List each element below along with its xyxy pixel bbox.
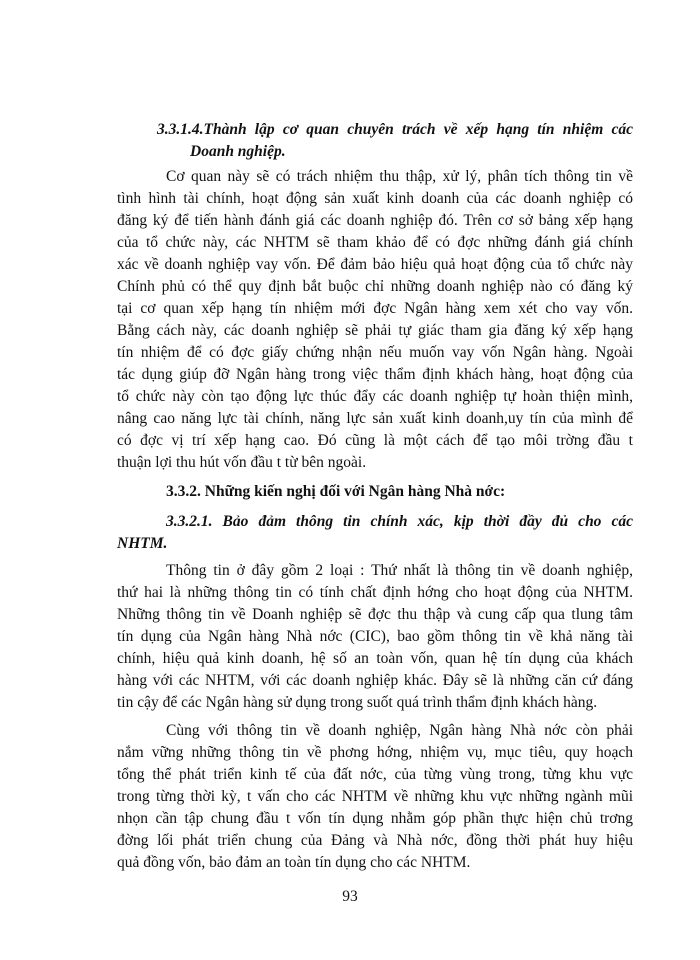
paragraph-line: trong từng thời kỳ, t vấn cho các NHTM về những khu vực những ngành mũi bbox=[117, 788, 633, 805]
paragraph-line: tại cơ quan xếp hạng tín nhiệm mới đợc Ngân hàng xem xét cho vay vốn. bbox=[117, 300, 633, 317]
paragraph-line: hàng với các NHTM, với các doanh nghiệp khác. Đây sẽ là những căn cứ đáng bbox=[117, 672, 633, 689]
paragraph-line: chính, hiệu quả kinh doanh, hệ số an toàn vốn, quan hệ tín dụng của khách bbox=[117, 650, 633, 667]
paragraph-line: đăng ký để tiến hành đánh giá các doanh nghiệp đó. Trên cơ sở bảng xếp hạng bbox=[117, 212, 633, 229]
paragraph-line: tác dụng giúp đỡ Ngân hàng trong việc thẩm định khách hàng, hoạt động của bbox=[117, 366, 633, 383]
paragraph-line: có đợc vị trí xếp hạng cao. Đó cũng là một cách để tạo môi trờng đầu t bbox=[117, 432, 633, 449]
paragraph-line: Thông tin ở đây gồm 2 loại : Thứ nhất là thông tin về doanh nghiệp, bbox=[166, 562, 633, 579]
paragraph-line: của tổ chức này, các NHTM sẽ tham khảo để có đợc những đánh giá chính bbox=[117, 234, 633, 251]
page-number: 93 bbox=[342, 888, 358, 905]
paragraph-line: nâng cao năng lực tài chính, năng lực sản xuất kinh doanh,uy tín của mình để bbox=[117, 410, 633, 427]
paragraph-line: tổ chức này còn tạo động lực thúc đẩy các doanh nghiệp tự hoàn thiện mình, bbox=[117, 388, 633, 405]
paragraph-line: nhọn cần tập chung đầu t vốn tín dụng nhằm góp phần thực hiện chủ trơng bbox=[117, 810, 633, 827]
paragraph-line: xác về doanh nghiệp vay vốn. Để đảm bảo hiệu quả hoạt động của tổ chức này bbox=[117, 256, 633, 273]
section-heading-3-3-2-1: 3.3.2.1. Bảo đảm thông tin chính xác, kịp thời đầy đủ cho các bbox=[166, 513, 633, 530]
paragraph-line: Bằng cách này, các doanh nghiệp sẽ phải tự giác tham gia đăng ký xếp hạng bbox=[117, 322, 633, 339]
paragraph-line: thuận lợi thu hút vốn đầu t từ bên ngoài. bbox=[117, 454, 367, 471]
paragraph-line: tổng thể phát triển kinh tế của đất nớc, của từng vùng trong, từng khu vực bbox=[117, 766, 633, 783]
section-heading-3-3-1-4-cont: Doanh nghiệp. bbox=[190, 143, 286, 160]
section-heading-3-3-2: 3.3.2. Những kiến nghị đối với Ngân hàng Nhà nớc: bbox=[166, 483, 506, 500]
paragraph-line: tín dụng của Ngân hàng Nhà nớc (CIC), bao gồm thông tin về khả năng tài bbox=[117, 628, 633, 645]
paragraph-line: tín nhiệm để có đợc giấy chứng nhận nếu muốn vay vốn Ngân hàng. Ngoài bbox=[117, 344, 633, 361]
section-heading-3-3-2-1-cont: NHTM. bbox=[117, 535, 168, 552]
paragraph-line: tình hình tài chính, hoạt động sản xuất kinh doanh của các doanh nghiệp có bbox=[117, 190, 633, 207]
paragraph-line: Chính phủ có thể quy định bắt buộc chỉ những doanh nghiệp nào có đăng ký bbox=[117, 278, 633, 295]
paragraph-line: nắm vững những thông tin về phơng hớng, nhiệm vụ, mục tiêu, quy hoạch bbox=[117, 744, 633, 761]
paragraph-line: Những thông tin về Doanh nghiệp sẽ đợc thu thập và cung cấp qua tlung tâm bbox=[117, 606, 633, 623]
paragraph-line: Cùng với thông tin về doanh nghiệp, Ngân hàng Nhà nớc còn phải bbox=[166, 722, 633, 739]
paragraph-line: tin cậy để các Ngân hàng sử dụng trong suốt quá trình thẩm định khách hàng. bbox=[117, 694, 598, 711]
paragraph-line: đờng lối phát triển chung của Đảng và Nhà nớc, đồng thời phát huy hiệu bbox=[117, 832, 633, 849]
section-heading-3-3-1-4: 3.3.1.4.Thành lập cơ quan chuyên trách về xếp hạng tín nhiệm các bbox=[157, 121, 633, 138]
paragraph-line: Cơ quan này sẽ có trách nhiệm thu thập, xử lý, phân tích thông tin về bbox=[166, 168, 633, 185]
paragraph-line: thứ hai là những thông tin có tính chất định hớng cho hoạt động của NHTM. bbox=[117, 584, 633, 601]
paragraph-line: quả đồng vốn, bảo đảm an toàn tín dụng cho các NHTM. bbox=[117, 854, 471, 871]
